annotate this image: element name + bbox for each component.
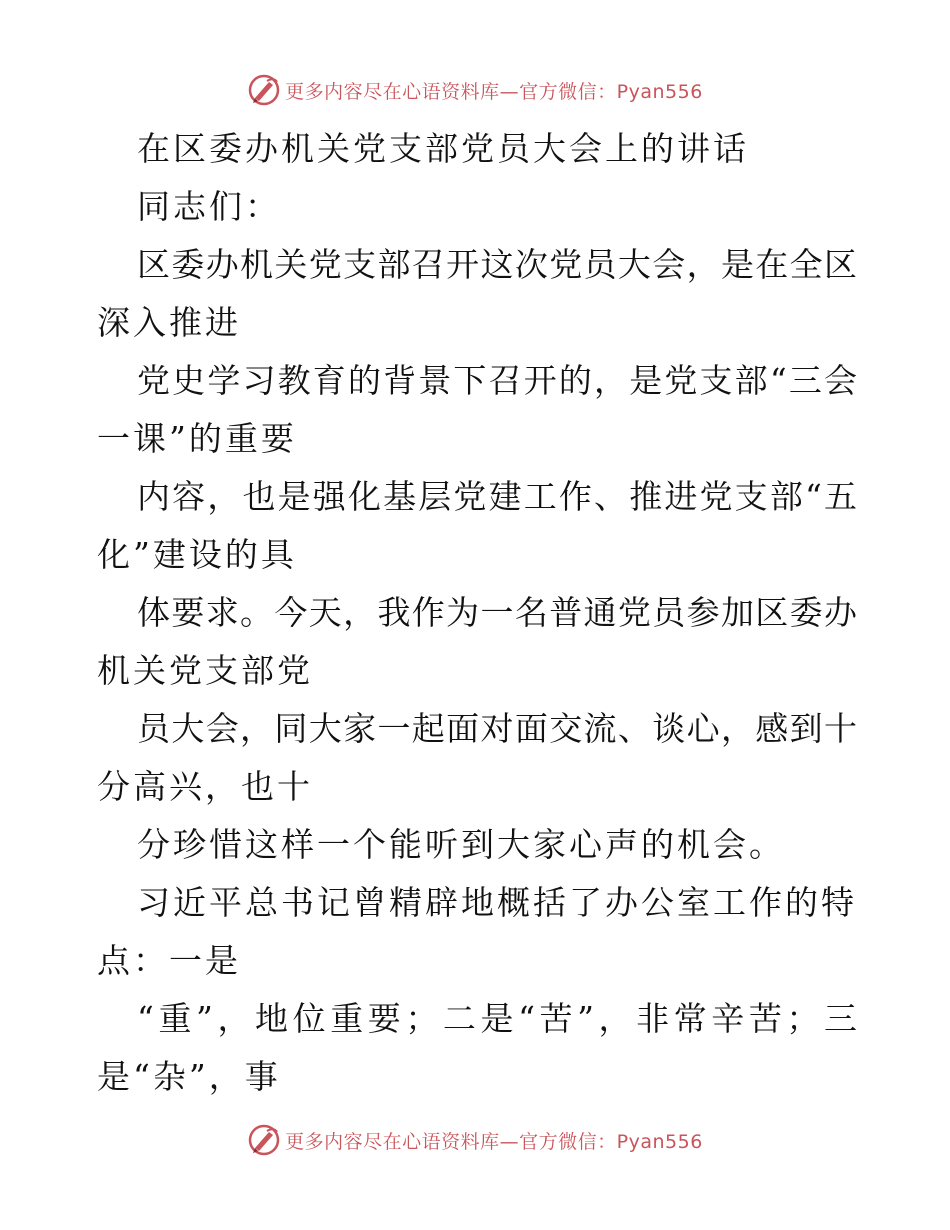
text-line: 一课”的重要 xyxy=(97,419,297,458)
text-line: 分高兴，也十 xyxy=(97,767,313,806)
text-line: 点：一是 xyxy=(97,941,241,980)
footer-banner xyxy=(0,1120,950,1160)
text-line: 体要求。今天，我作为一名普通党员参加区委办 xyxy=(137,593,857,632)
text-line: “重”，地位重要；二是“苦”，非常辛苦；三 xyxy=(137,999,857,1038)
text-line: 员大会，同大家一起面对面交流、谈心，感到十 xyxy=(137,709,857,748)
salutation-line: 同志们： xyxy=(137,187,281,226)
text-line: 区委办机关党支部召开这次党员大会，是在全区 xyxy=(137,245,857,284)
text-line: 深入推进 xyxy=(97,303,241,342)
header-banner xyxy=(0,70,950,110)
pen-logo-icon xyxy=(247,73,281,107)
footer-banner-text: 更多内容尽在心语资料库—官方微信：Pyan556 xyxy=(285,1130,703,1153)
document-body xyxy=(97,120,857,1106)
text-line: 机关党支部党 xyxy=(97,651,313,690)
header-banner-text: 更多内容尽在心语资料库—官方微信：Pyan556 xyxy=(285,80,703,103)
text-line: 是“杂”，事 xyxy=(97,1057,281,1096)
text-line: 化”建设的具 xyxy=(97,535,297,574)
pen-logo-icon xyxy=(247,1123,281,1157)
text-line: 分珍惜这样一个能听到大家心声的机会。 xyxy=(137,825,785,864)
text-line: 习近平总书记曾精辟地概括了办公室工作的特 xyxy=(137,883,857,922)
text-line: 内容，也是强化基层党建工作、推进党支部“五 xyxy=(137,477,857,516)
text-line: 党史学习教育的背景下召开的，是党支部“三会 xyxy=(137,361,857,400)
title-line: 在区委办机关党支部党员大会上的讲话 xyxy=(137,129,749,168)
